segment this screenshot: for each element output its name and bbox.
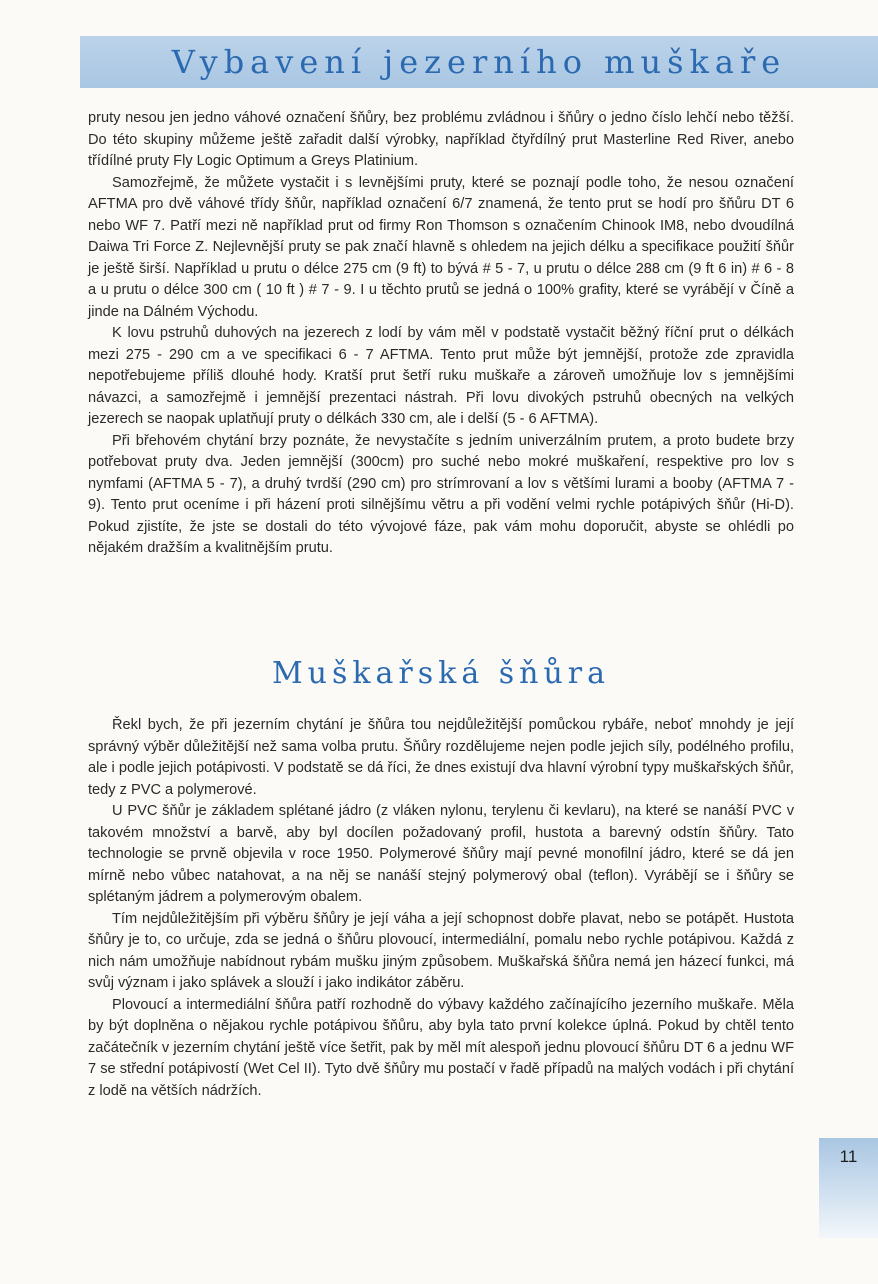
paragraph: Tím nejdůležitějším při výběru šňůry je její váha a její schopnost dobře plavat, nebo se potápět. Hustota šňůry je to, co určuje, zda se jedná o šňůru plovoucí, intermediální, pomalu nebo rychle potápivou. Každá z nich nám umožňuje nabídnout rybám mušku jiným způsobem. Muškařská šňůra nemá jen házecí funkci, má svůj význam i jako splávek a slouží i jako indikátor záběru. xyxy=(88,910,794,991)
paragraph: pruty nesou jen jedno váhové označení šňůry, bez problému zvládnou i šňůry o jedno číslo lehčí nebo těžší. Do této skupiny můžeme ještě zařadit další výrobky, například čtyřdílný prut Masterline Red River, anebo třídílné pruty Fly Logic Optimum a Greys Platinium. xyxy=(88,110,794,169)
paragraph: Samozřejmě, že můžete vystačit i s levnějšími pruty, které se poznají podle toho, že nesou označení AFTMA pro dvě váhové třídy šňůr, například označení 6/7 znamená, že tento prut se hodí pro šňůru DT 6 nebo WF 7. Patří mezi ně například prut od firmy Ron Thomson s označením Chinook IM8, nebo dvoudílná Daiwa Tri Force Z. Nejlevnější pruty se pak značí hlavně s ohledem na jejich délku a specifikace použití šňůr je ještě širší. Například u prutu o délce 275 cm (9 ft) to bývá # 5 - 7, u prutu o délce 288 cm (9 ft 6 in) # 6 - 8 a u prutu o délce 300 cm ( 10 ft ) # 7 - 9. I u těchto prutů se jedná o 100% grafity, které se vyrábějí v Číně a jinde na Dálném Východu. xyxy=(88,174,794,320)
paragraph: Při břehovém chytání brzy poznáte, že nevystačíte s jedním univerzálním prutem, a proto budete brzy potřebovat pruty dva. Jeden jemnější (300cm) pro suché nebo mokré muškaření, respektive pro lov s nymfami (AFTMA 5 - 7), a druhý tvrdší (290 cm) pro strímrovaní a lov s většími lurami a booby (AFTMA 7 - 9). Tento prut oceníme i při házení proti silnějšímu větru a při vodění velmi rychle potápivých šňůr (Hi-D). Pokud zjistíte, že jste se dostali do této vývojové fáze, pak vám mohu doporučit, abyste se ohlédli po nějakém dražším a kvalitnějším prutu. xyxy=(88,432,794,556)
chapter-header-title: Vybavení jezerního muškaře xyxy=(171,43,787,81)
section-fly-line-text xyxy=(88,715,794,1102)
paragraph: U PVC šňůr je základem splétané jádro (z vláken nylonu, terylenu či kevlaru), na které se nanáší PVC v takovém množství a barvě, aby byl docílen požadovaný profil, hustota a barevný odstín šňůry. Tato technologie se prvně objevila v roce 1950. Polymerové šňůry mají pevné monofilní jádro, které se dá jen mírně nebo vůbec natahovat, a na něj se nanáší stejný polymerový obal (teflon). Vyrábějí se i šňůry se splétaným jádrem a polymerovým obalem. xyxy=(88,803,794,905)
paragraph: Plovoucí a intermediální šňůra patří rozhodně do výbavy každého začínajícího jezerního muškaře. Měla by být doplněna o nějakou rychle potápivou šňůru, aby byla tato první kolekce úplná. Pokud by chtěl tento začátečník v jezerním chytání ještě více šetřit, pak by měl mít alespoň jednu plovoucí šňůru DT 6 a jednu WF 7 se střední potápivostí (Wet Cel II). Tyto dvě šňůry mu postačí v řadě případů na malých vodách i při chytání z lodě na větších nádržích. xyxy=(88,996,794,1099)
section-title-fly-line: Muškařská šňůra xyxy=(271,656,611,691)
section-rods-text xyxy=(88,108,794,560)
paragraph: Řekl bych, že při jezerním chytání je šňůra tou nejdůležitější pomůckou rybáře, neboť mnohdy je její správný výběr důležitější než sama volba prutu. Šňůry rozdělujeme nejen podle jejich síly, podélného profilu, ale i podle jejich potápivosti. V podstatě se dá říci, že dnes existují dva hlavní výrobní typy muškařských šňůr, tedy z PVC a polymerové. xyxy=(88,717,794,798)
paragraph: K lovu pstruhů duhových na jezerech z lodí by vám měl v podstatě vystačit běžný říční prut o délkách mezi 275 - 290 cm a ve specifikaci 6 - 7 AFTMA. Tento prut může být jemnější, protože zde zpravidla nepotřebujeme příliš dlouhé hody. Kratší prut šetří ruku muškaře a zároveň umožňuje lov s jemnějšími návazci, a samozřejmě i jemnější prezentaci nástrah. Při lovu divokých pstruhů obecných na velkých jezerech se naopak uplatňují pruty o délkách 330 cm, ale i delší (5 - 6 AFTMA). xyxy=(88,325,794,427)
page-number: 11 xyxy=(839,1147,858,1166)
